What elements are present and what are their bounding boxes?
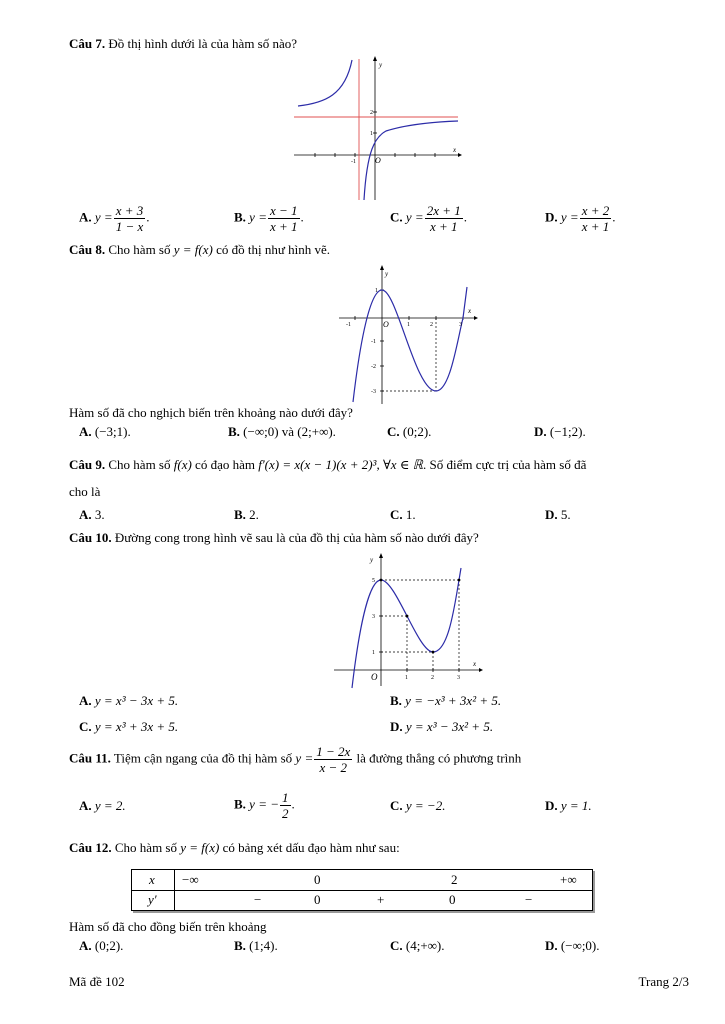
q7-x-label: x [453, 146, 457, 154]
q11-b-fraction: $\frac{1}{2}$ [282, 790, 289, 821]
q7-option-b[interactable]: B. y = $\frac{x - 1}{x + 1}$ . [234, 203, 304, 234]
footer-exam-code: Mã đề 102 [69, 974, 125, 989]
q7-y-arrow [373, 56, 377, 61]
q9-option-d[interactable]: D. 5. [545, 507, 571, 522]
q8-xtick-neg1: -1 [346, 322, 351, 328]
q7-curve-left-branch [298, 60, 352, 106]
q8-heading: Câu 8. Cho hàm số y = f(x) có đồ thị như hình vẽ. [69, 242, 331, 257]
q7-tick-2: 2 [370, 110, 373, 116]
q8-y-label: y [385, 270, 389, 278]
q8-option-b[interactable]: B. (−∞;0) và (2;+∞). [228, 424, 336, 439]
q7-text: Đồ thị hình dưới là của hàm số nào? [108, 36, 298, 51]
q12-sign-table [131, 869, 593, 911]
q9-derivative: f′(x) = x(x − 1)(x + 2)³, ∀x ∈ ℝ [258, 457, 423, 472]
q8-x-label: x [468, 307, 472, 315]
q7-graph [290, 55, 465, 205]
q10-origin: O [371, 672, 378, 682]
q12-option-d[interactable]: D. (−∞;0). [545, 938, 600, 953]
q7-tick-1: 1 [370, 131, 373, 137]
q10-x-label: x [473, 660, 477, 668]
q8-xtick-2: 2 [430, 322, 433, 328]
q10-tick-1: 1 [372, 650, 375, 656]
q8-tick-1: 1 [375, 288, 378, 294]
q8-option-c[interactable]: C. (0;2). [387, 424, 432, 439]
q8-x-arrow [474, 316, 478, 320]
q12-heading: Câu 12. Cho hàm số y = f(x) có bảng xét dấu đạo hàm như sau: [69, 840, 400, 855]
q7-c-fraction: $\frac{2x + 1}{x + 1}$ [426, 203, 461, 234]
q8-y-arrow [380, 265, 384, 270]
q8-xtick-1: 1 [407, 322, 410, 328]
q10-label: Câu 10. [69, 530, 112, 545]
q9-func: f(x) [173, 457, 192, 472]
q12-question: Hàm số đã cho đồng biến trên khoảng [69, 919, 267, 934]
q10-y-label: y [370, 556, 374, 564]
q7-option-a[interactable]: A. y = $\frac{x + 3}{1 - x}$ . [79, 203, 150, 234]
q11-option-d[interactable]: D. y = 1. [545, 798, 592, 813]
q7-a-fraction: $\frac{x + 3}{1 - x}$ [115, 203, 144, 234]
q9-option-a[interactable]: A. 3. [79, 507, 105, 522]
q10-x-arrow [479, 668, 483, 672]
q12-sign-3: − [525, 892, 533, 907]
q8-question: Hàm số đã cho nghịch biến trên khoảng nào dưới đây? [69, 405, 353, 420]
q11-label: Câu 11. [69, 750, 111, 766]
q12-row-x-header: x [149, 872, 155, 887]
q11-option-a[interactable]: A. y = 2. [79, 798, 126, 813]
q8-tick-neg2: -2 [371, 364, 376, 370]
q10-tick-3: 3 [372, 614, 375, 620]
q12-x-0: 0 [314, 872, 321, 887]
q8-option-a[interactable]: A. (−3;1). [79, 424, 131, 439]
q12-option-c[interactable]: C. (4;+∞). [390, 938, 445, 953]
q11-option-c[interactable]: C. y = −2. [390, 798, 446, 813]
q8-graph [335, 262, 480, 407]
q8-func: y = f(x) [173, 242, 213, 257]
q7-option-c[interactable]: C. y = $\frac{2x + 1}{x + 1}$ . [390, 203, 467, 234]
q12-zero-2: 0 [449, 892, 456, 907]
q12-x-2: 2 [451, 872, 458, 887]
q12-row-y-header: y′ [148, 892, 157, 907]
q11-option-b[interactable]: B. y = − $\frac{1}{2}$ . [234, 790, 295, 821]
q7-b-fraction: $\frac{x - 1}{x + 1}$ [269, 203, 298, 234]
q12-label: Câu 12. [69, 840, 112, 855]
q7-tick-neg1: -1 [351, 159, 356, 165]
q12-x-pos-inf: +∞ [560, 872, 577, 887]
q10-graph [330, 550, 485, 690]
q12-x-neg-inf: −∞ [182, 872, 199, 887]
q12-sign-1: − [254, 892, 262, 907]
q8-origin: O [383, 320, 389, 329]
footer-page-number: Trang 2/3 [638, 974, 689, 989]
q7-option-d[interactable]: D. y = $\frac{x + 2}{x + 1}$ . [545, 203, 616, 234]
q10-option-a[interactable]: A. y = x³ − 3x + 5. [79, 693, 179, 708]
q12-func: y = f(x) [180, 840, 220, 855]
q10-xtick-3: 3 [457, 675, 460, 681]
q10-option-b[interactable]: B. y = −x³ + 3x² + 5. [390, 693, 502, 708]
q10-tick-5: 5 [372, 578, 375, 584]
q11-fraction: $\frac{1 - 2x}{x - 2}$ [316, 744, 351, 775]
q7-heading [69, 36, 297, 52]
q9-text-cont: cho là [69, 484, 101, 499]
q9-option-b[interactable]: B. 2. [234, 507, 259, 522]
q11-heading: Câu 11. Tiệm cận ngang của đồ thị hàm số y = $\frac{1 - 2x}{x - 2}$ là đường thẳng có phương trình [69, 744, 522, 775]
q10-xtick-1: 1 [405, 675, 408, 681]
q8-tick-neg1: -1 [371, 339, 376, 345]
q12-option-b[interactable]: B. (1;4). [234, 938, 278, 953]
q12-option-a[interactable]: A. (0;2). [79, 938, 124, 953]
q7-origin: O [375, 156, 381, 165]
q10-option-d[interactable]: D. y = x³ − 3x² + 5. [390, 719, 494, 734]
q8-option-d[interactable]: D. (−1;2). [534, 424, 586, 439]
q8-xtick-3: 3 [459, 322, 462, 328]
q9-heading: Câu 9. Cho hàm số f(x) có đạo hàm f′(x) = x(x − 1)(x + 2)³, ∀x ∈ ℝ. Số điểm cực trị của hàm số đã [69, 457, 587, 472]
q7-y-label: y [379, 61, 383, 69]
q9-option-c[interactable]: C. 1. [390, 507, 416, 522]
q8-label: Câu 8. [69, 242, 106, 257]
q7-label: Câu 7. [69, 36, 106, 51]
q12-zero-1: 0 [314, 892, 321, 907]
q7-x-arrow [458, 153, 462, 157]
q10-xtick-2: 2 [431, 675, 434, 681]
q9-label: Câu 9. [69, 457, 106, 472]
q10-y-arrow [379, 553, 383, 558]
q7-d-fraction: $\frac{x + 2}{x + 1}$ [581, 203, 610, 234]
q10-option-c[interactable]: C. y = x³ + 3x + 5. [79, 719, 179, 734]
q10-heading: Câu 10. Đường cong trong hình vẽ sau là của đồ thị của hàm số nào dưới đây? [69, 530, 479, 545]
q12-sign-2: + [377, 892, 385, 907]
q8-tick-neg3: -3 [371, 389, 376, 395]
